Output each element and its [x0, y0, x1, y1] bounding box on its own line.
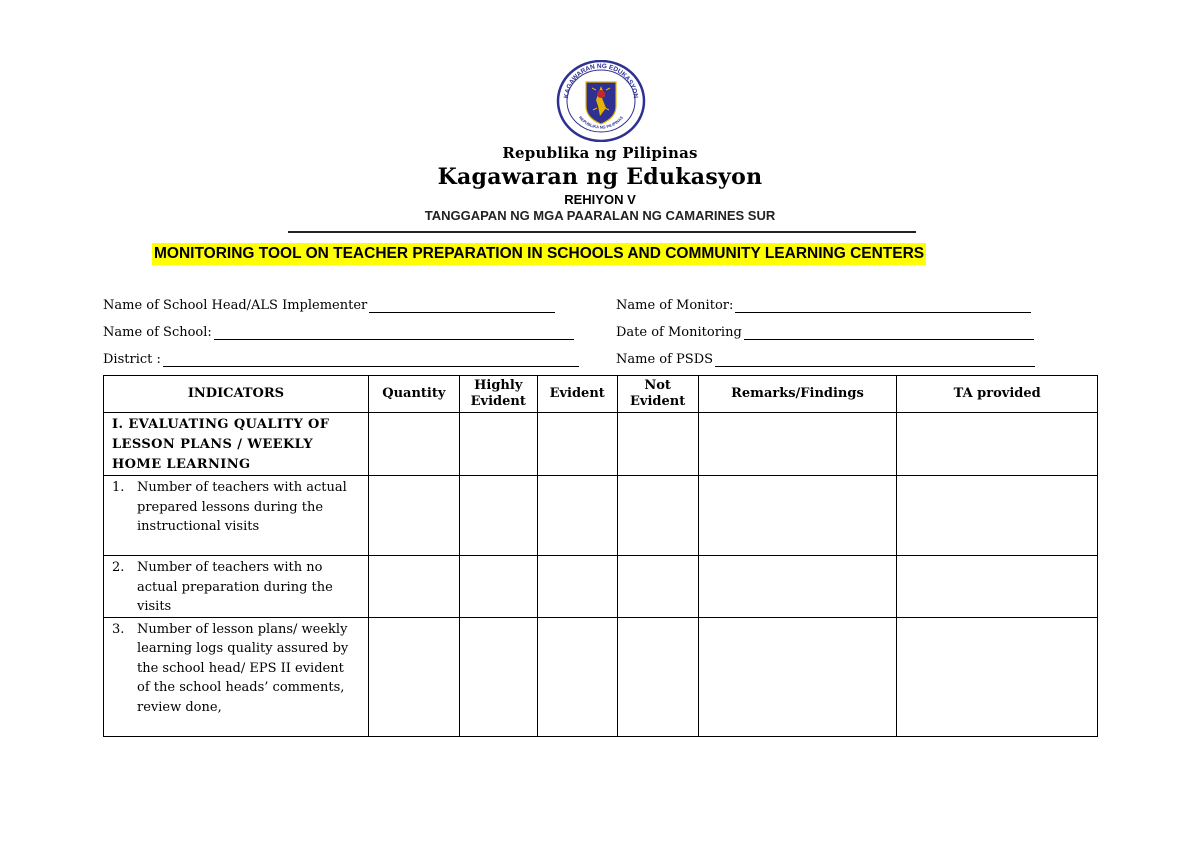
cell-not-evident[interactable] [617, 413, 698, 476]
cell-quantity[interactable] [368, 617, 459, 736]
cell-highly-evident[interactable] [459, 413, 537, 476]
cell-evident[interactable] [537, 556, 617, 618]
section-heading: I. EVALUATING QUALITY OF LESSON PLANS / WEEKLY HOME LEARNING [104, 413, 369, 476]
header-divider [288, 231, 916, 233]
header-not-evident-line1: Not [644, 378, 671, 393]
table-row [104, 556, 1098, 618]
seal-outer-text: KAGAWARAN NG EDUKASYON [563, 62, 639, 99]
table-row-section [104, 413, 1098, 476]
field-school-head[interactable] [103, 295, 555, 313]
field-monitor-label: Name of Monitor: [616, 298, 734, 313]
field-district[interactable] [103, 349, 579, 367]
table-row [104, 476, 1098, 556]
document-title: MONITORING TOOL ON TEACHER PREPARATION IN SCHOOLS AND COMMUNITY LEARNING CENTERS [152, 243, 926, 265]
cell-highly-evident[interactable] [459, 476, 537, 556]
cell-ta-provided[interactable] [897, 413, 1098, 476]
field-district-blank[interactable] [163, 352, 579, 367]
cell-evident[interactable] [537, 476, 617, 556]
header-not-evident-line2: Evident [629, 394, 686, 409]
field-date[interactable] [616, 322, 1034, 340]
indicator-item-1 [104, 476, 369, 556]
cell-not-evident[interactable] [617, 476, 698, 556]
header-indicators: INDICATORS [104, 376, 369, 413]
cell-remarks[interactable] [698, 413, 897, 476]
indicator-item-2 [104, 556, 369, 618]
cell-ta-provided[interactable] [897, 617, 1098, 736]
header-ta-provided: TA provided [897, 376, 1098, 413]
header-quantity: Quantity [368, 376, 459, 413]
field-date-label: Date of Monitoring [616, 325, 742, 340]
cell-remarks[interactable] [698, 556, 897, 618]
header-not-evident [617, 376, 698, 413]
indicator-number: 2. [112, 560, 125, 575]
indicator-text: Number of teachers with actual prepared lessons during the instructional visits [137, 480, 347, 534]
cell-evident[interactable] [537, 617, 617, 736]
cell-not-evident[interactable] [617, 556, 698, 618]
region-heading: REHIYON V [564, 192, 636, 207]
cell-remarks[interactable] [698, 476, 897, 556]
seal-inner-text: REPUBLIKA NG PILIPINAS [577, 115, 625, 130]
field-monitor-blank[interactable] [735, 298, 1031, 313]
field-monitor[interactable] [616, 295, 1031, 313]
header-remarks: Remarks/Findings [698, 376, 897, 413]
cell-remarks[interactable] [698, 617, 897, 736]
field-school-blank[interactable] [214, 325, 574, 340]
indicator-number: 3. [112, 621, 125, 637]
field-date-blank[interactable] [744, 325, 1034, 340]
department-heading: Kagawaran ng Edukasyon [437, 164, 763, 190]
indicator-item-3 [104, 617, 369, 736]
field-school-label: Name of School: [103, 325, 212, 340]
header-highly-evident-line1: Highly [474, 378, 523, 393]
field-psds[interactable] [616, 349, 1035, 367]
header-evident: Evident [537, 376, 617, 413]
monitoring-table [103, 375, 1098, 737]
cell-ta-provided[interactable] [897, 556, 1098, 618]
field-district-label: District : [103, 352, 161, 367]
cell-quantity[interactable] [368, 476, 459, 556]
table-header-row [104, 376, 1098, 413]
indicator-text: Number of teachers with no actual preparation during the visits [137, 560, 333, 614]
cell-ta-provided[interactable] [897, 476, 1098, 556]
field-school[interactable] [103, 322, 574, 340]
field-school-head-blank[interactable] [369, 298, 555, 313]
deped-seal-logo [556, 60, 646, 142]
header-highly-evident [459, 376, 537, 413]
field-psds-label: Name of PSDS [616, 352, 714, 367]
header-highly-evident-line2: Evident [470, 394, 526, 409]
cell-evident[interactable] [537, 413, 617, 476]
field-psds-blank[interactable] [715, 352, 1035, 367]
cell-not-evident[interactable] [617, 617, 698, 736]
cell-quantity[interactable] [368, 413, 459, 476]
cell-quantity[interactable] [368, 556, 459, 618]
cell-highly-evident[interactable] [459, 617, 537, 736]
indicator-number: 1. [112, 480, 125, 495]
indicator-text: Number of lesson plans/ weekly learning logs quality assured by the school head/ EPS II evident of the school heads’ comments, review done, [137, 621, 349, 715]
field-school-head-label: Name of School Head/ALS Implementer [103, 298, 368, 313]
table-row [104, 617, 1098, 736]
cell-highly-evident[interactable] [459, 556, 537, 618]
republic-heading: Republika ng Pilipinas [502, 144, 698, 162]
office-heading: TANGGAPAN NG MGA PAARALAN NG CAMARINES SUR [424, 208, 776, 223]
